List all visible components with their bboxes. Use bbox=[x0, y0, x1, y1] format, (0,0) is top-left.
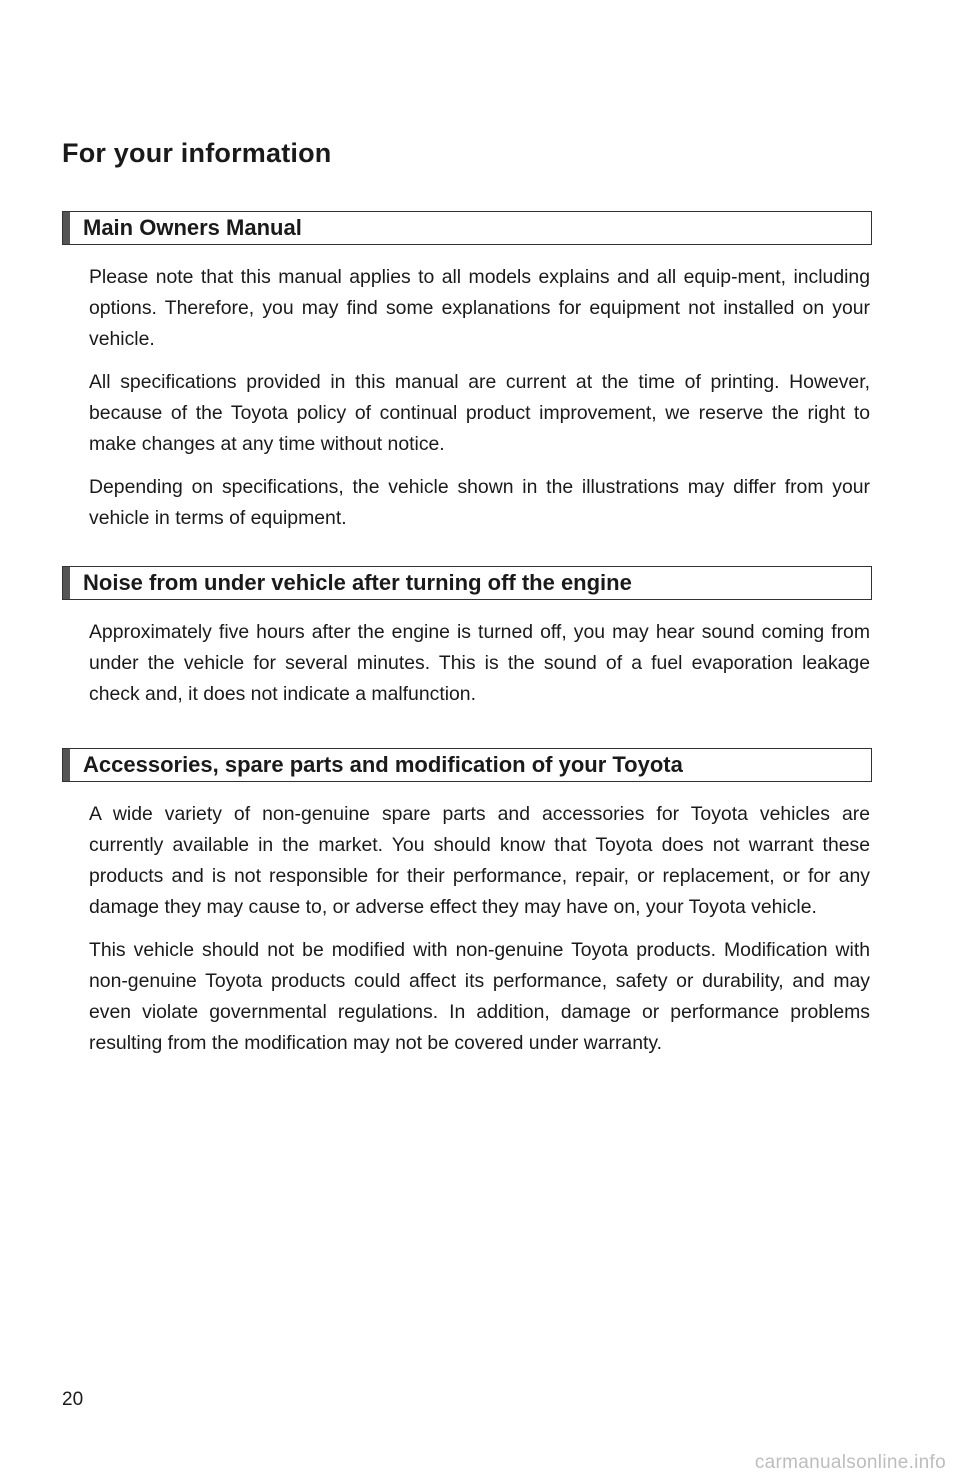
paragraph: This vehicle should not be modified with non-genuine Toyota products. Modification with non-genuine Toyota products could affect its performance, safety or durability, and may even violate governmental regulations. In addition, damage or performance problems resulting from the modification may not be covered under warranty. bbox=[89, 939, 870, 1054]
section-header-accent-bar bbox=[63, 212, 70, 244]
section-header-accent-bar bbox=[63, 567, 70, 599]
section-heading: Main Owners Manual bbox=[83, 215, 302, 240]
paragraph: A wide variety of non-genuine spare parts and accessories for Toyota vehicles are currently available in the market. You should know that Toyota does not warrant these products and is not responsible for their performance, repair, or replacement, or for any damage they may cause to, or adverse effect they may have on, your Toyota vehicle. bbox=[89, 803, 870, 918]
section-header-accent-bar bbox=[63, 749, 70, 781]
section-body bbox=[62, 245, 872, 534]
paragraph: All specifications provided in this manual are current at the time of printing. However, because of the Toyota policy of continual product improvement, we reserve the right to make changes at any time without notice. bbox=[89, 371, 870, 455]
paragraph: Depending on specifications, the vehicle shown in the illustrations may differ from your vehicle in terms of equipment. bbox=[89, 476, 870, 529]
watermark: carmanualsonline.info bbox=[754, 1452, 946, 1473]
section-header bbox=[62, 748, 872, 782]
paragraph: Please note that this manual applies to all models explains and all equip-ment, including options. Therefore, you may find some explanations for equipment not installed on your vehicle. bbox=[89, 266, 870, 350]
page-number: 20 bbox=[62, 1389, 84, 1410]
section-body bbox=[62, 600, 872, 710]
section-header bbox=[62, 566, 872, 600]
section-heading: Accessories, spare parts and modification of your Toyota bbox=[83, 752, 683, 777]
section-body bbox=[62, 782, 872, 1059]
section-noise-under-vehicle bbox=[62, 566, 872, 710]
section-main-owners-manual bbox=[62, 211, 872, 534]
section-accessories-modification bbox=[62, 748, 872, 1059]
page-title: For your information bbox=[62, 138, 332, 168]
section-header bbox=[62, 211, 872, 245]
paragraph: Approximately five hours after the engine is turned off, you may hear sound coming from under the vehicle for several minutes. This is the sound of a fuel evaporation leakage check and, it does not indicate a malfunction. bbox=[89, 621, 870, 705]
section-heading: Noise from under vehicle after turning off the engine bbox=[83, 570, 632, 595]
